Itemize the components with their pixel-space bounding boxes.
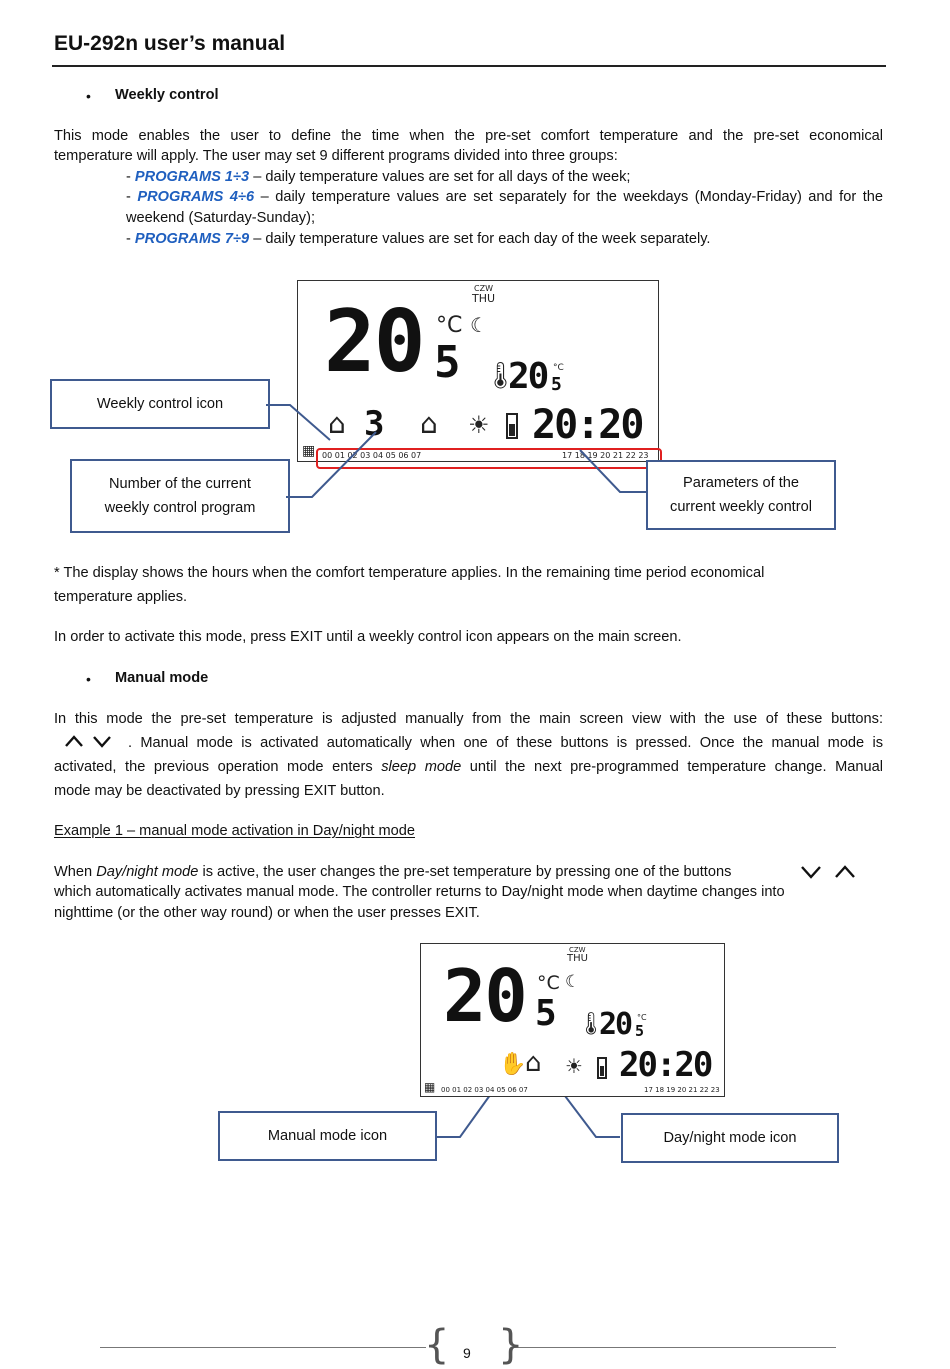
program-label-1: PROGRAMS 1÷3 xyxy=(134,169,250,185)
clock: 20:20 xyxy=(619,1045,712,1085)
set-temperature-decimal: 5 xyxy=(635,1022,643,1040)
calendar-icon: ▦ xyxy=(424,1080,436,1094)
example-line3: nighttime (or the other way round) or when the user presses EXIT. xyxy=(54,905,480,921)
set-temperature: 20 xyxy=(599,1007,632,1042)
dash: - xyxy=(126,169,135,185)
current-temperature-decimal: 5 xyxy=(535,993,555,1034)
day-label: THU xyxy=(567,953,588,964)
activate-instruction: In order to activate this mode, press EXIT until a weekly control icon appears on the main screen. xyxy=(54,629,682,645)
sleep-mode-term: sleep mode xyxy=(381,759,462,775)
controller-display-manual xyxy=(420,943,725,1097)
thermometer-icon: 🌡 xyxy=(577,1012,605,1037)
weekly-control-icon: ⌂ xyxy=(328,407,346,440)
text: When xyxy=(54,864,97,880)
day-label: THU xyxy=(472,292,496,305)
hours-right: 17 18 19 20 21 22 23 xyxy=(644,1086,720,1094)
day-night-term: Day/night mode xyxy=(96,864,199,880)
weekly-intro-line2: temperature will apply. The user may set 9 different programs divided into three groups: xyxy=(54,148,618,164)
current-temperature: 20 xyxy=(324,292,424,392)
bullet-icon: • xyxy=(86,671,91,687)
program-number: 3 xyxy=(364,404,383,444)
callout-text: weekly control program xyxy=(104,500,256,516)
day-night-home-icon: ⌂ xyxy=(420,407,438,440)
right-brace-icon: } xyxy=(498,1322,524,1368)
program-text-3: – daily temperature values are set for each day of the week separately. xyxy=(249,231,711,247)
manual-line1: In this mode the pre-set temperature is adjusted manually from the main screen view with the use of these buttons: xyxy=(54,711,883,727)
callout-text: Weekly control icon xyxy=(96,396,224,412)
program-text-1: – daily temperature values are set for all days of the week; xyxy=(249,169,631,185)
sun-icon: ☀ xyxy=(565,1054,583,1078)
text: activated, the previous operation mode enters xyxy=(54,759,382,775)
callout-text: Day/night mode icon xyxy=(663,1130,797,1146)
example-line2: which automatically activates manual mode. The controller returns to Day/night mode when daytime changes into xyxy=(54,884,785,900)
text: until the next pre-programmed temperature change. Manual xyxy=(461,759,883,775)
document-title: EU-292n user’s manual xyxy=(54,32,286,55)
bullet-icon: • xyxy=(86,88,91,104)
day-night-home-icon: ⌂ xyxy=(525,1048,542,1078)
dash: - xyxy=(126,231,135,247)
down-up-buttons-icon xyxy=(800,864,860,880)
day-code: CZW xyxy=(474,284,493,293)
example-title-text: Example 1 – manual mode activation in Day/night mode xyxy=(54,823,415,839)
program-text-2b: weekend (Saturday-Sunday); xyxy=(126,210,316,226)
manual-line2: . Manual mode is activated automatically when one of these buttons is pressed. Once the manual mode is xyxy=(128,735,883,751)
hours-right: 17 18 19 20 21 22 23 xyxy=(562,451,649,460)
dash: - xyxy=(126,189,138,205)
battery-icon xyxy=(597,1057,607,1079)
day-code: CZW xyxy=(569,946,586,954)
note-line2: temperature applies. xyxy=(54,589,188,605)
callout-text: current weekly control xyxy=(670,499,812,515)
clock: 20:20 xyxy=(532,402,643,448)
moon-icon: ☾ xyxy=(470,313,488,337)
hours-left: 00 01 02 03 04 05 06 07 xyxy=(322,451,422,460)
temperature-unit: °C xyxy=(436,313,463,338)
calendar-icon: ▦ xyxy=(302,443,316,459)
section-heading-manual: Manual mode xyxy=(115,670,209,686)
callout-text: Manual mode icon xyxy=(267,1128,388,1144)
manual-line3 xyxy=(54,757,883,778)
set-temperature: 20 xyxy=(508,356,548,397)
manual-hand-icon: ✋ xyxy=(499,1052,527,1077)
current-temperature: 20 xyxy=(443,954,526,1038)
hours-left: 00 01 02 03 04 05 06 07 xyxy=(441,1086,528,1094)
left-brace-icon: { xyxy=(424,1322,450,1368)
program-label-2: PROGRAMS 4÷6 xyxy=(137,189,255,205)
footer-rule-left xyxy=(100,1347,426,1348)
program-text-2a: – daily temperature values are set separately for the weekdays (Monday-Friday) and for the xyxy=(254,189,883,205)
weekly-intro-line1: This mode enables the user to define the time when the pre-set comfort temperature and the pre-set economical xyxy=(54,128,883,144)
footer-rule-right xyxy=(512,1347,836,1348)
up-down-buttons-icon xyxy=(64,734,116,748)
sun-icon: ☀ xyxy=(468,411,490,439)
thermometer-icon: 🌡 xyxy=(484,361,518,391)
example-line1 xyxy=(54,862,731,883)
set-temperature-unit: °C xyxy=(637,1013,647,1022)
temperature-unit: °C xyxy=(537,972,560,994)
section-heading-weekly: Weekly control xyxy=(115,87,219,103)
manual-line4: mode may be deactivated by pressing EXIT button. xyxy=(54,783,385,799)
page-number: 9 xyxy=(463,1345,471,1361)
callout-text: Parameters of the xyxy=(683,475,799,491)
callout-daynight-icon xyxy=(621,1113,839,1163)
set-temperature-unit: °C xyxy=(553,363,564,373)
set-temperature-decimal: 5 xyxy=(551,374,560,395)
callout-manual-icon xyxy=(218,1111,437,1161)
note-line1: * The display shows the hours when the comfort temperature applies. In the remaining time period economical xyxy=(54,565,765,581)
callout-text: Number of the current xyxy=(109,476,251,492)
example-title xyxy=(54,821,415,842)
current-temperature-decimal: 5 xyxy=(434,337,459,388)
program-label-3: PROGRAMS 7÷9 xyxy=(134,231,250,247)
moon-icon: ☾ xyxy=(565,972,581,992)
text: is active, the user changes the pre-set temperature by pressing one of the buttons xyxy=(198,864,732,880)
